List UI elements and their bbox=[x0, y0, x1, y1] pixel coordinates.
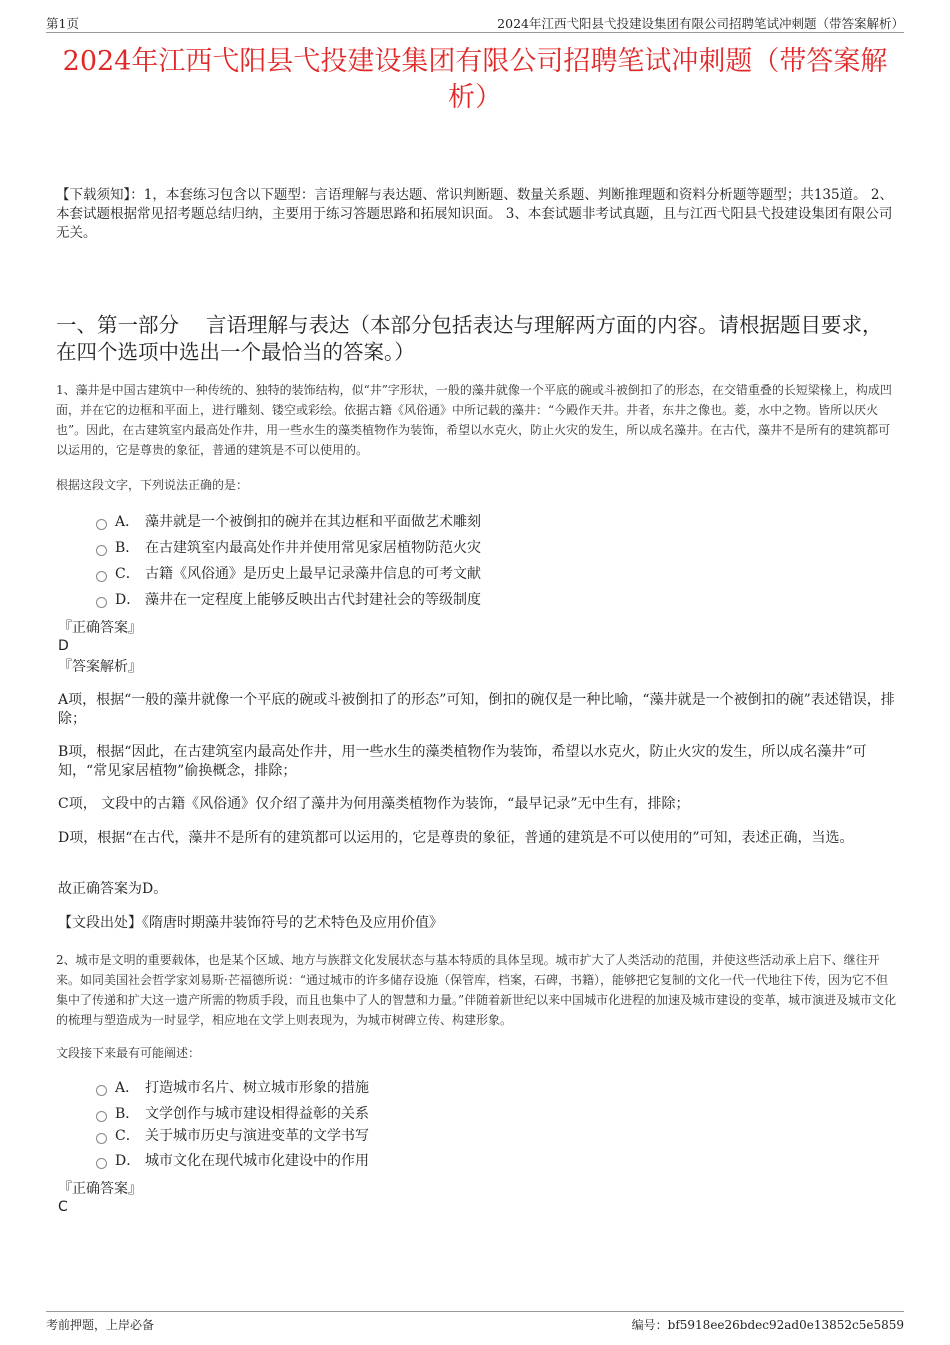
page-number: 第1页 bbox=[46, 16, 79, 31]
q1-answer-label: 『正确答案』 bbox=[58, 620, 142, 636]
section-title: 一、第一部分 言语理解与表达（本部分包括表达与理解两方面的内容。请根据题目要求，在四个选项中选出一个最恰当的答案。） bbox=[56, 313, 883, 364]
q1-option-b[interactable]: B． 在古建筑室内最高处作井并使用常见家居植物防范火灾 bbox=[96, 538, 481, 558]
radio-icon[interactable] bbox=[96, 519, 107, 530]
q1-analysis-d: D项，根据“在古代，藻井不是所有的建筑都可以运用的，它是尊贵的象征，普通的建筑是不可以使用的”可知，表述正确，当选。 bbox=[58, 830, 854, 846]
radio-icon[interactable] bbox=[96, 1085, 107, 1096]
question-2-prompt: 文段接下来最有可能阐述： bbox=[56, 1046, 201, 1060]
q2-answer: C bbox=[58, 1199, 68, 1215]
question-1-prompt: 根据这段文字，下列说法正确的是： bbox=[56, 478, 249, 492]
q1-conclusion: 故正确答案为D。 bbox=[58, 881, 168, 897]
question-1-text: 1、藻井是中国古建筑中一种传统的、独特的装饰结构，似“井”字形状，一般的藻井就像一个平底的碗或斗被倒扣了的形态，在交错重叠的长短梁椽上，构成凹面，并在它的边框和平面上，进行雕刻、镂空或彩绘。依据古籍《风俗通》中所记载的藻井：“今殿作天井。井者，东井之像也。菱，水中之物。皆所以厌火也”。因此，在古建筑室内最高处作井，用一些水生的藻类植物作为装饰，希望以水克火，防止火灾的发生，所以成名藻井。在古代，藻井不是所有的建筑都可以运用的，它是尊贵的象征，普通的建筑是不可以使用的。 bbox=[56, 383, 892, 457]
q2-option-c[interactable]: C． 关于城市历史与演进变革的文学书写 bbox=[96, 1126, 369, 1146]
footer-doc-id: 编号：bf5918ee26bdec92ad0e13852c5e5859 bbox=[631, 1318, 904, 1332]
page-footer bbox=[46, 1311, 904, 1332]
q1-source: 【文段出处】《隋唐时期藻井装饰符号的艺术特色及应用价值》 bbox=[58, 915, 443, 931]
download-notice: 【下载须知】：1，本套练习包含以下题型：言语理解与表达题、常识判断题、数量关系题、判断推理题和资料分析题等题型；共135道。 2、本套试题根据常见招考题总结归纳，主要用于练习答题思路和拓展知识面。 3、本套试题非考试真题，且与江西弋阳县弋投建设集团有限公司无关。 bbox=[56, 187, 893, 241]
q1-option-d[interactable]: D． 藻井在一定程度上能够反映出古代封建社会的等级制度 bbox=[96, 590, 481, 610]
header-doc-title: 2024年江西弋阳县弋投建设集团有限公司招聘笔试冲刺题（带答案解析） bbox=[497, 16, 904, 31]
q1-option-c[interactable]: C． 古籍《风俗通》是历史上最早记录藻井信息的可考文献 bbox=[96, 564, 481, 584]
q2-option-d[interactable]: D． 城市文化在现代城市化建设中的作用 bbox=[96, 1151, 369, 1171]
footer-slogan: 考前押题，上岸必备 bbox=[46, 1318, 155, 1332]
question-2-text: 2、城市是文明的重要载体，也是某个区域、地方与族群文化发展状态与基本特质的具体呈现。城市扩大了人类活动的范围，并使这些活动承上启下、继往开来。如同美国社会哲学家刘易斯·芒福德所说：“通过城市的许多储存设施（保管库，档案，石碑，书籍），能够把它复制的文化一代一代地往下传，因为它不但集中了传递和扩大这一遗产所需的物质手段，而且也集中了人的智慧和力量。”伴随着新世纪以来中国城市化进程的加速及城市建设的变革，城市演进及城市文化的梳理与塑造成为一时显学，相应地在文学上则表现为，为城市树碑立传、构建形象。 bbox=[56, 953, 897, 1027]
q1-analysis-label: 『答案解析』 bbox=[58, 659, 142, 675]
radio-icon[interactable] bbox=[96, 597, 107, 608]
q1-analysis-a: A项，根据“一般的藻井就像一个平底的碗或斗被倒扣了的形态”可知，倒扣的碗仅是一种比喻，“藻井就是一个被倒扣的碗”表述错误，排除； bbox=[58, 692, 895, 727]
page-header bbox=[46, 14, 904, 33]
q2-option-b[interactable]: B． 文学创作与城市建设相得益彰的关系 bbox=[96, 1104, 369, 1124]
radio-icon[interactable] bbox=[96, 571, 107, 582]
q1-answer: D bbox=[58, 638, 69, 654]
q1-analysis-c: C项， 文段中的古籍《风俗通》仅介绍了藻井为何用藻类植物作为装饰，“最早记录”无中生有，排除； bbox=[58, 796, 690, 812]
radio-icon[interactable] bbox=[96, 1111, 107, 1122]
radio-icon[interactable] bbox=[96, 1133, 107, 1144]
q2-answer-label: 『正确答案』 bbox=[58, 1181, 142, 1197]
document-title: 2024年江西弋阳县弋投建设集团有限公司招聘笔试冲刺题（带答案解析） bbox=[62, 46, 888, 113]
radio-icon[interactable] bbox=[96, 545, 107, 556]
q1-analysis-b: B项，根据“因此，在古建筑室内最高处作井，用一些水生的藻类植物作为装饰，希望以水克火，防止火灾的发生，所以成名藻井”可知，“常见家居植物”偷换概念，排除； bbox=[58, 744, 867, 779]
q2-option-a[interactable]: A． 打造城市名片、树立城市形象的措施 bbox=[96, 1078, 369, 1098]
radio-icon[interactable] bbox=[96, 1158, 107, 1169]
q1-option-a[interactable]: A． 藻井就是一个被倒扣的碗并在其边框和平面做艺术雕刻 bbox=[96, 512, 481, 532]
